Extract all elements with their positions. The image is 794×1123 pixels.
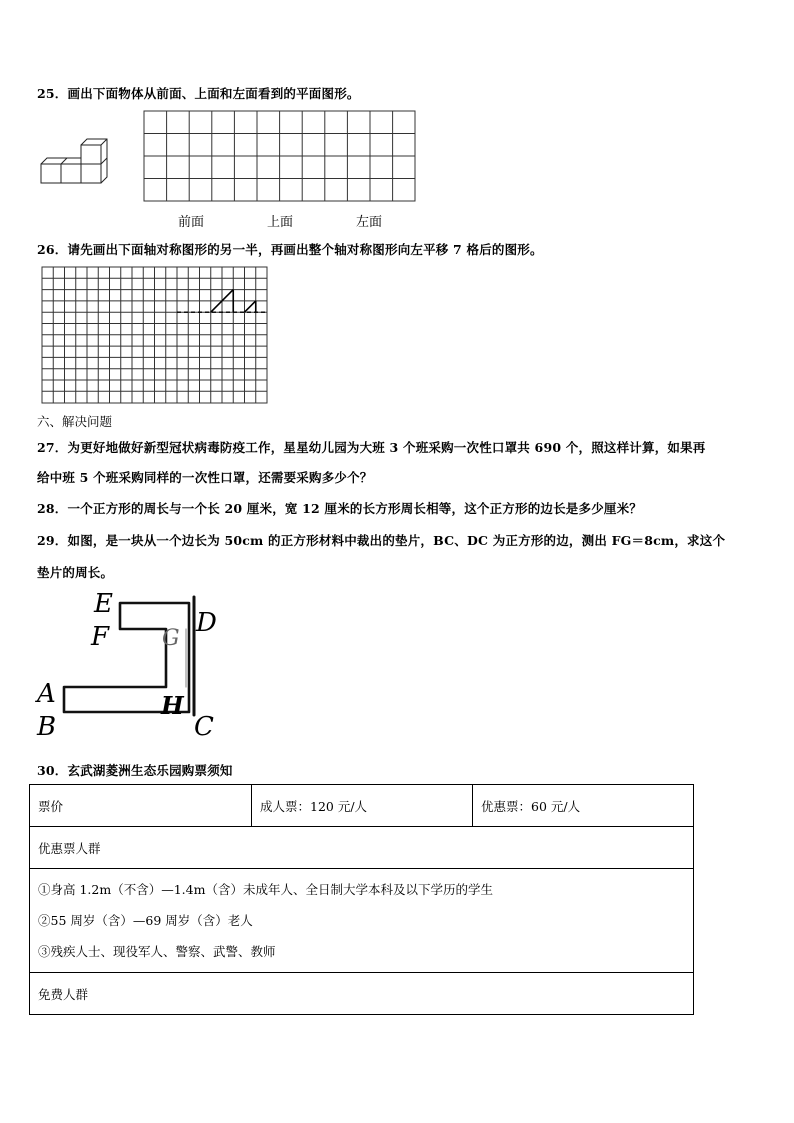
- view-label-top: 上面: [267, 215, 294, 230]
- question-27-line-1: 27．为更好地做好新型冠状病毒防疫工作，星星幼儿园为大班 3 个班采购一次性口罩共 690 个，照这样计算，如果再: [37, 440, 706, 455]
- discount-item-2: ②55 周岁（含）—69 周岁（含）老人: [38, 913, 253, 928]
- question-26: 26．请先画出下面轴对称图形的另一半，再画出整个轴对称图形向左平移 7 格后的图形。: [37, 242, 543, 257]
- view-label-left: 左面: [356, 215, 383, 230]
- table-row: [30, 973, 694, 1015]
- question-27-line-2: 给中班 5 个班采购同样的一次性口罩，还需要采购多少个？: [37, 470, 373, 485]
- label-H: H: [161, 691, 184, 720]
- question-30: 30．玄武湖菱洲生态乐园购票须知: [37, 763, 233, 778]
- discount-item-3: ③残疾人士、现役军人、警察、武警、教师: [38, 944, 276, 959]
- adult-price-cell: 成人票：120 元/人: [252, 785, 473, 827]
- discount-items-cell: [30, 869, 694, 973]
- discount-item-1: ①身高 1.2m（不含）—1.4m（含）未成年人、全日制大学本科及以下学历的学生: [38, 882, 493, 897]
- cube: [81, 164, 101, 183]
- ticket-info-table: [29, 784, 694, 1015]
- table-row: [30, 827, 694, 869]
- question-28: 28．一个正方形的周长与一个长 20 厘米，宽 12 厘米的长方形周长相等，这个正方形的边长是多少厘米？: [37, 501, 642, 516]
- label-D: D: [196, 608, 217, 638]
- label-G: G: [162, 626, 180, 651]
- label-B: B: [37, 712, 57, 742]
- symmetry-grid-figure[interactable]: [41, 266, 269, 406]
- discount-price-cell: 优惠票：60 元/人: [473, 785, 694, 827]
- section-heading: 六、解决问题: [37, 414, 113, 429]
- free-group-cell: 免费人群: [30, 973, 694, 1015]
- drawing-grid-views[interactable]: [143, 110, 417, 204]
- cube: [41, 164, 61, 183]
- label-E: E: [94, 589, 113, 619]
- cube: [61, 164, 81, 183]
- discount-group-cell: 优惠票人群: [30, 827, 694, 869]
- question-29-line-2: 垫片的周长。: [37, 565, 114, 580]
- cube-object-figure: [38, 138, 108, 186]
- view-label-front: 前面: [178, 215, 205, 230]
- cube: [81, 145, 101, 164]
- question-29-line-1: 29．如图，是一块从一个边长为 50cm 的正方形材料中裁出的垫片，BC、DC 为正方形的边，测出 FG＝8cm，求这个: [37, 533, 726, 548]
- table-row: [30, 785, 694, 827]
- price-label-cell: 票价: [30, 785, 252, 827]
- label-A: A: [37, 679, 56, 709]
- question-25: 25．画出下面物体从前面、上面和左面看到的平面图形。: [37, 86, 360, 101]
- label-C: C: [194, 712, 214, 742]
- gasket-figure: [34, 587, 234, 742]
- label-F: F: [91, 622, 110, 652]
- table-row: [30, 869, 694, 973]
